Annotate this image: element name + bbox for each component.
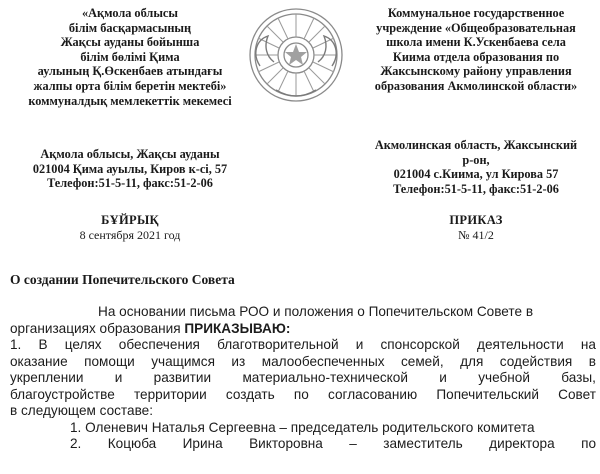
letterhead-russian bbox=[356, 6, 596, 94]
body-line-justified bbox=[10, 370, 596, 387]
body-line-justified bbox=[10, 354, 596, 371]
word: базы, bbox=[561, 370, 596, 385]
word: 1. bbox=[10, 337, 22, 352]
word: Викторовна bbox=[249, 436, 323, 451]
state-emblem-icon bbox=[246, 6, 346, 104]
word: по bbox=[293, 386, 309, 402]
letterhead-line: Жақсы ауданы бойынша bbox=[60, 35, 200, 50]
word: 2. bbox=[70, 436, 82, 451]
word: из bbox=[231, 353, 246, 369]
body-line: На основании письма РОО и положения о Попечительском Совете в bbox=[98, 304, 534, 319]
word: Коцюба bbox=[107, 436, 157, 451]
word: Попечительский bbox=[436, 386, 539, 402]
body-line: в следующем составе: bbox=[10, 403, 153, 418]
word: обеспечения bbox=[118, 337, 200, 352]
letterhead-line: образования Акмолинской области» bbox=[374, 78, 578, 93]
order-title: ПРИКАЗ bbox=[449, 213, 503, 227]
letterhead-line: аулының Қ.Өскенбаев атындағы bbox=[37, 64, 223, 79]
address-line: Телефон:51-5-11, факс:51-2-06 bbox=[393, 181, 559, 196]
word: семей, bbox=[400, 353, 444, 369]
word: и bbox=[114, 370, 123, 385]
word: территории bbox=[133, 386, 207, 402]
word: укреплении bbox=[10, 370, 84, 385]
letterhead-line: жалпы орта білім беретін мектебі» bbox=[33, 78, 227, 93]
letterhead-line: «Ақмола облысы bbox=[82, 6, 178, 20]
word: по bbox=[581, 436, 596, 451]
word: – bbox=[349, 436, 357, 451]
word: согласованию bbox=[328, 386, 418, 402]
document-body bbox=[10, 304, 596, 453]
body-text: организациях образования bbox=[10, 320, 185, 336]
letterhead-line: Жаксынскому району управления bbox=[380, 64, 572, 79]
letterhead-line: школа имени К.Ускенбаева села bbox=[386, 35, 566, 50]
address-russian bbox=[356, 138, 596, 196]
address-line: Телефон:51-5-11, факс:51-2-06 bbox=[47, 176, 213, 191]
word: деятельности bbox=[477, 337, 564, 352]
word: создать bbox=[225, 386, 275, 402]
word: оказание bbox=[10, 353, 68, 369]
word: в bbox=[588, 353, 596, 369]
order-number: № 41/2 bbox=[458, 228, 494, 242]
address-line: 021004 Қима ауылы, Киров к-сі, 57 bbox=[32, 161, 228, 176]
word: и bbox=[355, 337, 364, 352]
address-kazakh bbox=[14, 147, 246, 191]
order-heading-kazakh bbox=[14, 213, 246, 242]
word: материально-технической bbox=[242, 370, 408, 385]
word: Совет bbox=[558, 386, 596, 402]
word: на bbox=[580, 337, 596, 352]
letterhead-line: коммуналдық мемлекеттік мекемесі bbox=[28, 93, 232, 108]
body-line-justified bbox=[10, 337, 596, 354]
order-heading-russian bbox=[356, 213, 596, 242]
letterhead-line: Коммунальное государственное bbox=[387, 6, 565, 20]
word: учебной bbox=[478, 370, 530, 385]
order-title: БҰЙРЫҚ bbox=[101, 213, 159, 227]
word: содействия bbox=[499, 353, 573, 369]
word: благоустройстве bbox=[10, 386, 115, 402]
word: целях bbox=[64, 337, 102, 352]
letterhead-line: Киима отдела образования по bbox=[392, 49, 560, 64]
address-line: р-он, bbox=[462, 152, 490, 167]
word: развитии bbox=[153, 370, 212, 385]
letterhead-line: білім басқармасының bbox=[68, 20, 192, 35]
letterhead-kazakh bbox=[14, 6, 246, 108]
word: Ирина bbox=[182, 436, 223, 451]
word: малообеспеченных bbox=[261, 353, 385, 369]
address-line: 021004 с.Киима, ул Кирова 57 bbox=[393, 167, 559, 182]
order-date: 8 сентября 2021 год bbox=[79, 228, 181, 242]
body-line bbox=[10, 321, 596, 338]
body-line-justified bbox=[10, 387, 596, 404]
word: благотворительной bbox=[217, 337, 339, 352]
list-item bbox=[10, 436, 596, 453]
address-line: Ақмола облысы, Жақсы ауданы bbox=[40, 147, 220, 161]
word: директора bbox=[489, 436, 555, 451]
order-keyword: ПРИКАЗЫВАЮ: bbox=[184, 320, 291, 336]
word: помощи bbox=[84, 353, 135, 369]
address-line: Акмолинская область, Жаксынский bbox=[374, 138, 578, 152]
word: и bbox=[439, 370, 447, 385]
document-subject: О создании Попечительского Совета bbox=[10, 272, 235, 287]
word: для bbox=[460, 353, 484, 369]
letterhead-line: учреждение «Общеобразовательная bbox=[376, 20, 576, 35]
list-item: 1. Оленевич Наталья Сергеевна – председатель родительского комитета bbox=[70, 419, 535, 435]
word: спонсорской bbox=[380, 337, 460, 352]
letterhead-line: білім бөлімі Қима bbox=[80, 49, 180, 64]
word: учащимся bbox=[151, 353, 215, 369]
word: заместитель bbox=[383, 436, 463, 451]
word: В bbox=[38, 337, 48, 352]
